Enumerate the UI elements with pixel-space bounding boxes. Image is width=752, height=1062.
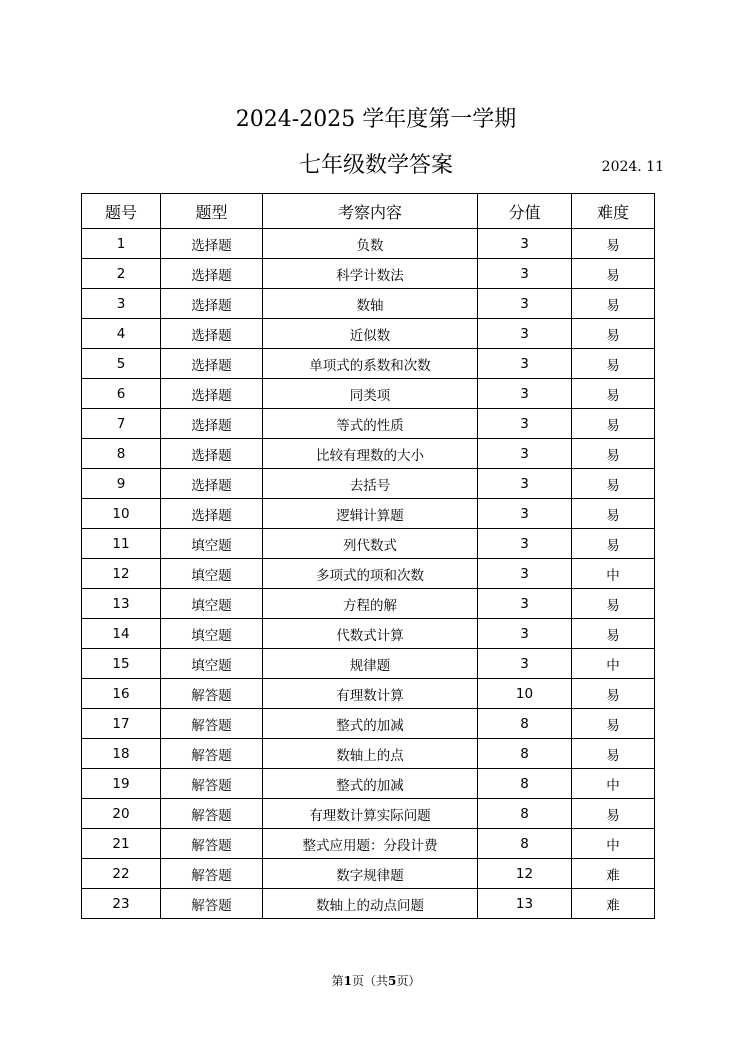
cell-content: 整式的加减 xyxy=(263,769,478,799)
cell-content: 逻辑计算题 xyxy=(263,499,478,529)
cell-type: 解答题 xyxy=(161,739,263,769)
cell-number: 18 xyxy=(82,739,161,769)
cell-number: 15 xyxy=(82,649,161,679)
cell-content: 规律题 xyxy=(263,649,478,679)
cell-number: 17 xyxy=(82,709,161,739)
cell-score: 3 xyxy=(478,589,572,619)
cell-number: 2 xyxy=(82,259,161,289)
cell-difficulty: 易 xyxy=(572,739,655,769)
cell-score: 3 xyxy=(478,229,572,259)
table-body xyxy=(82,229,655,919)
cell-difficulty: 难 xyxy=(572,859,655,889)
cell-content: 比较有理数的大小 xyxy=(263,439,478,469)
cell-number: 19 xyxy=(82,769,161,799)
table-row xyxy=(82,799,655,829)
table-row xyxy=(82,679,655,709)
document-date: 2024. 11 xyxy=(601,159,664,175)
table-row xyxy=(82,559,655,589)
cell-type: 选择题 xyxy=(161,229,263,259)
cell-difficulty: 易 xyxy=(572,229,655,259)
cell-difficulty: 易 xyxy=(572,499,655,529)
cell-difficulty: 易 xyxy=(572,379,655,409)
cell-difficulty: 易 xyxy=(572,679,655,709)
cell-score: 3 xyxy=(478,289,572,319)
table-row xyxy=(82,439,655,469)
cell-number: 4 xyxy=(82,319,161,349)
cell-number: 1 xyxy=(82,229,161,259)
cell-number: 16 xyxy=(82,679,161,709)
cell-number: 5 xyxy=(82,349,161,379)
cell-content: 多项式的项和次数 xyxy=(263,559,478,589)
cell-content: 数字规律题 xyxy=(263,859,478,889)
cell-type: 解答题 xyxy=(161,889,263,919)
cell-type: 解答题 xyxy=(161,859,263,889)
cell-type: 解答题 xyxy=(161,679,263,709)
cell-content: 近似数 xyxy=(263,319,478,349)
cell-difficulty: 易 xyxy=(572,409,655,439)
table-row xyxy=(82,379,655,409)
cell-difficulty: 易 xyxy=(572,529,655,559)
cell-difficulty: 难 xyxy=(572,889,655,919)
cell-content: 列代数式 xyxy=(263,529,478,559)
cell-number: 13 xyxy=(82,589,161,619)
table-header-row xyxy=(82,194,655,229)
cell-type: 解答题 xyxy=(161,769,263,799)
cell-score: 12 xyxy=(478,859,572,889)
cell-difficulty: 易 xyxy=(572,589,655,619)
cell-score: 8 xyxy=(478,709,572,739)
cell-number: 6 xyxy=(82,379,161,409)
cell-number: 3 xyxy=(82,289,161,319)
column-header-difficulty: 难度 xyxy=(572,194,655,229)
cell-score: 8 xyxy=(478,799,572,829)
cell-number: 10 xyxy=(82,499,161,529)
cell-score: 3 xyxy=(478,559,572,589)
cell-type: 选择题 xyxy=(161,469,263,499)
cell-number: 23 xyxy=(82,889,161,919)
document-title: 2024-2025 学年度第一学期 xyxy=(235,107,517,132)
cell-difficulty: 易 xyxy=(572,319,655,349)
document-subtitle: 七年级数学答案 xyxy=(298,153,453,178)
cell-content: 有理数计算实际问题 xyxy=(263,799,478,829)
cell-score: 3 xyxy=(478,649,572,679)
cell-difficulty: 易 xyxy=(572,349,655,379)
cell-content: 整式的加减 xyxy=(263,709,478,739)
cell-score: 13 xyxy=(478,889,572,919)
cell-content: 方程的解 xyxy=(263,589,478,619)
table-row xyxy=(82,859,655,889)
cell-content: 负数 xyxy=(263,229,478,259)
cell-number: 11 xyxy=(82,529,161,559)
cell-difficulty: 易 xyxy=(572,709,655,739)
cell-score: 3 xyxy=(478,379,572,409)
table-row xyxy=(82,829,655,859)
table-row xyxy=(82,259,655,289)
table-row xyxy=(82,889,655,919)
cell-score: 8 xyxy=(478,739,572,769)
cell-type: 选择题 xyxy=(161,349,263,379)
footer-prefix: 第 xyxy=(331,974,344,988)
cell-type: 选择题 xyxy=(161,379,263,409)
cell-score: 3 xyxy=(478,499,572,529)
cell-type: 选择题 xyxy=(161,319,263,349)
cell-number: 9 xyxy=(82,469,161,499)
cell-type: 填空题 xyxy=(161,589,263,619)
cell-score: 8 xyxy=(478,829,572,859)
table-row xyxy=(82,529,655,559)
cell-type: 填空题 xyxy=(161,559,263,589)
cell-content: 数轴 xyxy=(263,289,478,319)
table-row xyxy=(82,319,655,349)
cell-difficulty: 中 xyxy=(572,649,655,679)
cell-type: 解答题 xyxy=(161,829,263,859)
cell-score: 3 xyxy=(478,319,572,349)
footer-page-number: 1 xyxy=(343,974,352,988)
cell-type: 解答题 xyxy=(161,709,263,739)
cell-content: 数轴上的动点问题 xyxy=(263,889,478,919)
table-row xyxy=(82,469,655,499)
column-header-number: 题号 xyxy=(82,194,161,229)
cell-type: 选择题 xyxy=(161,259,263,289)
cell-number: 14 xyxy=(82,619,161,649)
cell-difficulty: 中 xyxy=(572,769,655,799)
page-footer xyxy=(0,972,752,990)
cell-difficulty: 易 xyxy=(572,619,655,649)
table-row xyxy=(82,229,655,259)
cell-content: 同类项 xyxy=(263,379,478,409)
cell-content: 科学计数法 xyxy=(263,259,478,289)
footer-middle: 页（共 xyxy=(351,974,388,988)
table-row xyxy=(82,409,655,439)
cell-content: 单项式的系数和次数 xyxy=(263,349,478,379)
cell-difficulty: 中 xyxy=(572,559,655,589)
cell-type: 填空题 xyxy=(161,619,263,649)
cell-score: 8 xyxy=(478,769,572,799)
footer-suffix: 页） xyxy=(396,974,421,988)
cell-type: 选择题 xyxy=(161,499,263,529)
cell-type: 选择题 xyxy=(161,289,263,319)
answer-table xyxy=(81,193,655,919)
table-row xyxy=(82,499,655,529)
cell-score: 3 xyxy=(478,439,572,469)
cell-type: 填空题 xyxy=(161,649,263,679)
cell-score: 3 xyxy=(478,619,572,649)
cell-content: 去括号 xyxy=(263,469,478,499)
cell-number: 7 xyxy=(82,409,161,439)
cell-score: 3 xyxy=(478,409,572,439)
cell-number: 12 xyxy=(82,559,161,589)
cell-difficulty: 易 xyxy=(572,799,655,829)
table-row xyxy=(82,739,655,769)
cell-difficulty: 易 xyxy=(572,469,655,499)
cell-difficulty: 易 xyxy=(572,289,655,319)
table-row xyxy=(82,619,655,649)
cell-score: 3 xyxy=(478,529,572,559)
table-row xyxy=(82,289,655,319)
cell-content: 等式的性质 xyxy=(263,409,478,439)
cell-number: 21 xyxy=(82,829,161,859)
column-header-type: 题型 xyxy=(161,194,263,229)
table-row xyxy=(82,649,655,679)
cell-number: 22 xyxy=(82,859,161,889)
cell-score: 10 xyxy=(478,679,572,709)
cell-score: 3 xyxy=(478,349,572,379)
cell-content: 有理数计算 xyxy=(263,679,478,709)
table-row xyxy=(82,349,655,379)
cell-content: 数轴上的点 xyxy=(263,739,478,769)
cell-difficulty: 易 xyxy=(572,259,655,289)
cell-difficulty: 易 xyxy=(572,439,655,469)
cell-score: 3 xyxy=(478,259,572,289)
table-row xyxy=(82,769,655,799)
cell-score: 3 xyxy=(478,469,572,499)
cell-type: 解答题 xyxy=(161,799,263,829)
cell-difficulty: 中 xyxy=(572,829,655,859)
table-row xyxy=(82,589,655,619)
cell-type: 选择题 xyxy=(161,409,263,439)
cell-content: 整式应用题：分段计费 xyxy=(263,829,478,859)
footer-page-total: 5 xyxy=(388,974,397,988)
column-header-score: 分值 xyxy=(478,194,572,229)
cell-type: 填空题 xyxy=(161,529,263,559)
column-header-content: 考察内容 xyxy=(263,194,478,229)
table-row xyxy=(82,709,655,739)
cell-type: 选择题 xyxy=(161,439,263,469)
cell-number: 20 xyxy=(82,799,161,829)
cell-content: 代数式计算 xyxy=(263,619,478,649)
cell-number: 8 xyxy=(82,439,161,469)
